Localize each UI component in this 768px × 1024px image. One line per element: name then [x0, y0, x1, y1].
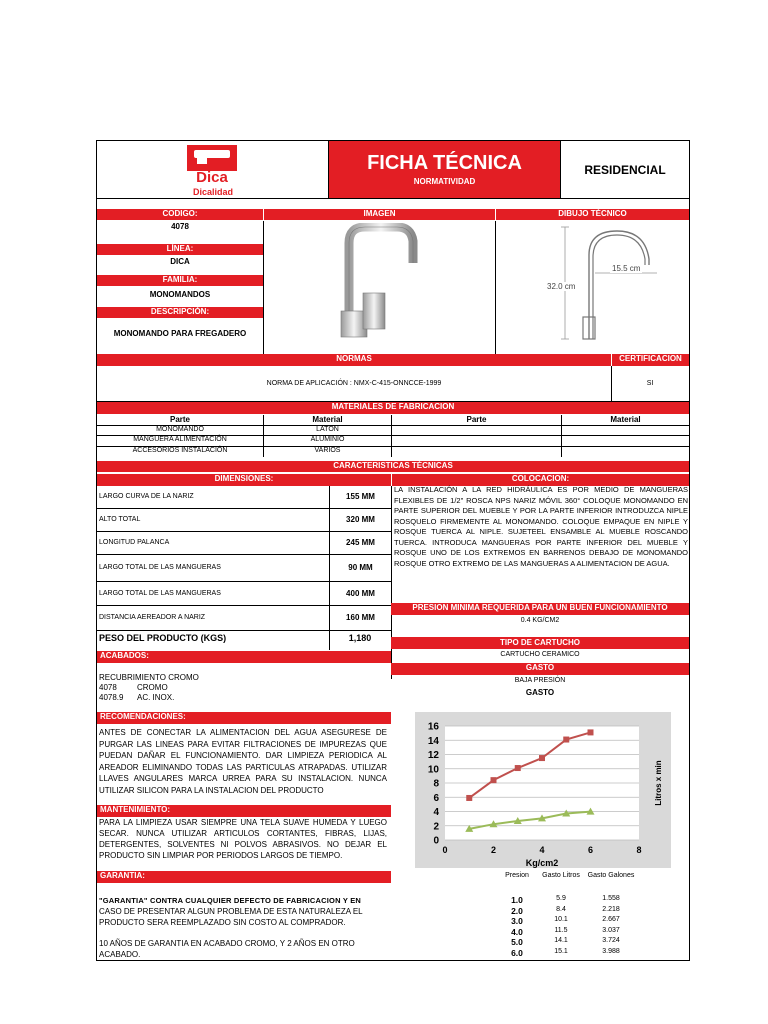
linea-label: LÍNEA: — [97, 244, 263, 255]
codigo-value: 4078 — [171, 222, 189, 231]
y-tick-label: 16 — [427, 721, 439, 733]
normas-label: NORMAS — [97, 354, 611, 366]
flow-table-header: Gasto Galones — [587, 872, 635, 879]
flow-table-cell: 4.0 — [511, 926, 523, 937]
dimension-value: 400 MM — [329, 582, 391, 605]
acabados-label: ACABADOS: — [97, 651, 391, 663]
drawing-height-label: 32.0 cm — [547, 282, 576, 291]
category-label: RESIDENCIAL — [561, 141, 689, 199]
flow-table-cell: 3.724 — [602, 937, 620, 945]
familia-value: MONOMANDOS — [149, 290, 211, 299]
dimensions-table — [97, 486, 391, 672]
acabados-content: RECUBRIMIENTO CROMO 4078 CROMO 4078.9 AC. INOX. — [99, 673, 199, 702]
y-tick-label: 14 — [427, 735, 439, 747]
data-point — [563, 737, 569, 743]
dimension-value: 245 MM — [329, 532, 391, 554]
table-row: MANGUERA ALIMENTACIÓN — [97, 436, 263, 447]
y-tick-label: 10 — [427, 764, 439, 776]
page-subtitle: NORMATIVIDAD — [413, 177, 476, 186]
familia-label: FAMILIA: — [97, 275, 263, 286]
dimension-value: 155 MM — [329, 486, 391, 508]
table-row: ACCESORIOS INSTALACIÓN — [132, 447, 228, 454]
gasto-chart — [415, 712, 671, 868]
flow-table-cell: 3.037 — [602, 926, 620, 934]
certificacion-label: CERTIFICACION — [611, 354, 689, 366]
descripcion-value: MONOMANDO PARA FREGADERO — [113, 329, 247, 338]
presion-label: PRESION MINIMA REQUERIDA PARA UN BUEN FUNCIONAMIENTO — [391, 603, 689, 615]
normas-text: NORMA DE APLICACIÓN : NMX-C-415-ONNCCE-1999 — [266, 380, 442, 387]
x-tick-label: 0 — [442, 845, 448, 855]
flow-table-cell: 1.558 — [602, 895, 620, 902]
flow-table-cell: 5.9 — [556, 895, 566, 902]
caracteristicas-label: CARACTERISTICAS TÉCNICAS — [97, 461, 689, 472]
x-axis-label: Kg/cm2 — [525, 858, 559, 868]
data-point — [588, 729, 594, 735]
flow-table-cell: 2.218 — [602, 905, 620, 913]
colocacion-text: LA INSTALACIÓN A LA RED HIDRÁULICA ES POR MEDIO DE MANGUERAS FLEXIBLES DE 1/2" ROSCA NPS NARIZ MÓVIL 360° COLOQUE MONOMANDO EN PARTE SUPERIOR DEL MUEBLE Y POR LA PARTE INFERIOR INTRODUZCA NIPLE ROSQUELO FIRMEMENTE AL MONOMANDO. COLOQUE EMPAQUE EN NIPLE Y ROSQUE TUERCA AL NIPLE. SUJETEEL ENSAMBLE AL MUEBLE ROSCANDO TUERCA. INTRODUCA MANGUERAS POR PARTE INFERIOR DEL MUEBLE Y ROSQUE UNO DE LOS EXTREMOS EN BARRENOS DEBAJO DE MONOMANDO ROSQUE OTRO EXTREMO DE LAS MANGUERAS A ALIMENTACION DE AGUA. — [394, 485, 688, 568]
flow-table-cell: 14.1 — [554, 937, 568, 945]
y-axis-label: Litros x min — [654, 760, 663, 806]
y-tick-label: 2 — [433, 821, 439, 833]
garantia-label: GARANTIA: — [97, 871, 391, 883]
colocacion-label: COLOCACION: — [391, 474, 689, 486]
garantia-text2: 10 AÑOS DE GARANTIA EN ACABADO CROMO, Y 2 AÑOS EN OTRO ACABADO. — [99, 939, 355, 959]
y-tick-label: 6 — [433, 792, 439, 804]
flow-table-cell: 3.0 — [511, 916, 523, 927]
peso-value: 1,180 — [348, 633, 372, 643]
x-tick-label: 8 — [636, 845, 642, 855]
flow-table-cell: 10.1 — [554, 916, 568, 924]
data-point — [491, 777, 497, 783]
flow-table-cell: 5.0 — [511, 937, 523, 948]
flow-table-cell: 3.988 — [602, 948, 620, 955]
data-point — [466, 795, 472, 801]
y-tick-label: 12 — [427, 750, 439, 761]
cartucho-label: TIPO DE CARTUCHO — [391, 637, 689, 649]
dimension-name: LONGITUD PALANCA — [99, 539, 170, 546]
certificacion-value: SI — [646, 380, 654, 387]
dimensiones-label: DIMENSIONES: — [97, 474, 391, 486]
x-tick-label: 4 — [539, 845, 545, 855]
x-tick-label: 6 — [587, 845, 594, 855]
materiales-table: Parte Material Parte Material MONOMANDO LATON MANGUERA ALIMENTACIÓN ALUMINIO ACCESORIOS INSTALACIÓN VARIOS — [97, 415, 689, 459]
y-tick-label: 8 — [433, 778, 439, 790]
imagen-label: IMAGEN — [263, 209, 495, 220]
dimension-name: LARGO CURVA DE LA NARIZ — [99, 493, 194, 500]
recomendaciones-text: ANTES DE CONECTAR LA ALIMENTACION DEL AGUA ASEGURESE DE PURGAR LAS LINEAS PARA EVITAR FILTRACIONES DE IMPUREZAS QUE PUEDAN DAÑAR EL FUNCIONAMIENTO. DAR LIMPIEZA PERIODICA AL AREADOR ELIMINANDO TODAS LAS PARTICULAS ATRAPADAS. UTILIZAR LLAVES ANGULARES MARCA URREA PARA SU INSTALACION. NUNCA UTILIZAR SILICON PARA LA INSTALACION DEL PRODUCTO — [99, 728, 387, 795]
logo-box — [97, 141, 329, 199]
garantia-bold: "GARANTIA" CONTRA CUALQUIER DEFECTO DE FABRICACION Y EN — [99, 896, 362, 905]
y-tick-label: 4 — [433, 807, 439, 818]
data-point — [515, 765, 521, 771]
gasto-label: GASTO — [391, 663, 689, 675]
ficha-tecnica-sheet — [96, 140, 690, 961]
flow-table-header: Gasto Litros — [542, 872, 580, 879]
gasto-value: BAJA PRESIÓN — [514, 677, 566, 684]
dimension-name: LARGO TOTAL DE LAS MANGUERAS — [99, 564, 221, 571]
cartucho-value: CARTUCHO CERAMICO — [500, 651, 580, 658]
flow-table-cell: 1.0 — [511, 895, 523, 905]
faucet-image — [327, 223, 437, 343]
page-title: FICHA TÉCNICA — [367, 152, 522, 174]
drawing-width-label: 15.5 cm — [612, 264, 641, 273]
table-row: MONOMANDO — [97, 426, 263, 436]
dimension-value: 160 MM — [329, 606, 391, 630]
chart-title: GASTO — [525, 688, 555, 697]
flow-table-cell: 11.5 — [554, 926, 568, 934]
garantia-text: CASO DE PRESENTAR ALGUN PROBLEMA DE ESTA NATURALEZA EL PRODUCTO SERA REEMPLAZADO SIN COSTO AL COMPRADOR. — [99, 907, 363, 927]
dica-logo: Dica Dicalidad — [185, 145, 243, 195]
x-tick-label: 2 — [490, 845, 497, 855]
flow-table-cell: 6.0 — [511, 948, 523, 958]
flow-table-header: Presion — [505, 872, 529, 879]
flow-table-cell: 15.1 — [554, 948, 568, 955]
descripcion-label: DESCRIPCIÓN: — [97, 307, 263, 318]
data-point — [539, 755, 545, 761]
flow-table-cell: 8.4 — [556, 905, 566, 913]
dibujo-label: DIBUJO TÉCNICO — [495, 209, 689, 220]
y-tick-label: 0 — [433, 835, 439, 847]
peso-label: PESO DEL PRODUCTO (KGS) — [99, 633, 227, 643]
dimension-name: ALTO TOTAL — [99, 516, 141, 523]
mantenimiento-label: MANTENIMIENTO: — [97, 805, 391, 817]
materiales-label: MATERIALES DE FABRICACION — [97, 402, 689, 414]
dimension-name: DISTANCIA AEREADOR A NARIZ — [99, 614, 206, 621]
flow-table — [493, 872, 689, 962]
dimension-name: LARGO TOTAL DE LAS MANGUERAS — [99, 590, 221, 597]
linea-value: DICA — [170, 257, 190, 266]
presion-value: 0.4 KG/CM2 — [520, 617, 560, 624]
dimension-value: 90 MM — [329, 555, 391, 581]
mantenimiento-text: PARA LA LIMPIEZA USAR SIEMPRE UNA TELA SUAVE HUMEDA Y LUEGO SECAR. NUNCA UTILIZAR ARTICULOS CORTANTES, FIBRAS, LIJAS, DETERGENTES, SOLVENTES NI POLVOS ABRASIVOS. NO DEJAR EL PRODUCTO SIN LIMPIAR POR PERIODOS LARGOS DE TIEMPO. — [99, 818, 387, 860]
codigo-label: CODIGO: — [97, 209, 263, 220]
flow-table-cell: 2.0 — [511, 905, 523, 916]
flow-table-cell: 2.667 — [602, 916, 620, 924]
title-block — [329, 141, 561, 199]
dimension-value: 320 MM — [329, 509, 391, 531]
recomendaciones-label: RECOMENDACIONES: — [97, 712, 391, 724]
